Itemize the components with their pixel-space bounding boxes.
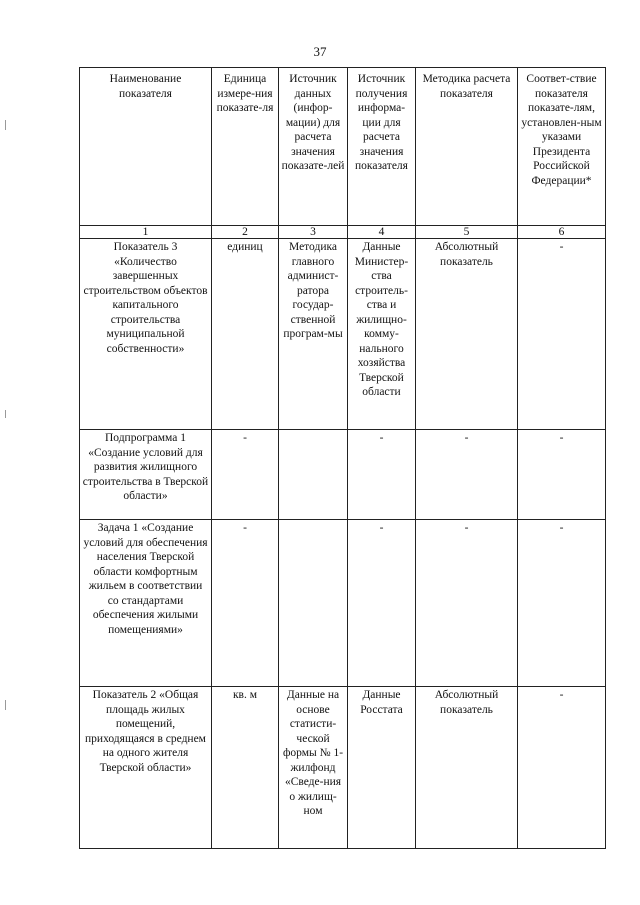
method-cell: Абсолютный показатель (416, 239, 518, 430)
method-cell: - (416, 520, 518, 687)
indicator-name: Задача 1 «Создание условий для обеспечения населения Тверской области комфортным жильем в соответствии со стандартами обеспечения жилыми помещениями» (80, 520, 212, 687)
method-cell: Абсолютный показатель (416, 687, 518, 849)
page-number: 37 (313, 44, 327, 59)
data-source-cell: Данные на основе статисти-ческой формы № 1-жилфонд «Сведе-ния о жилищ-ном (279, 687, 348, 849)
header-cell: Единица измере-ния показате-ля (212, 68, 279, 226)
table-row (80, 239, 606, 430)
header-cell: Методика расчета показателя (416, 68, 518, 226)
header-cell: Источник данных (инфор-мации) для расчета значения показате-лей (279, 68, 348, 226)
compliance-cell: - (518, 687, 606, 849)
margin-mark (5, 700, 6, 710)
margin-mark (5, 410, 6, 418)
unit-cell: единиц (212, 239, 279, 430)
compliance-cell: - (518, 520, 606, 687)
indicator-name: Показатель 3 «Количество завершенных строительством объектов капитального строительства муниципальной собственности» (80, 239, 212, 430)
column-number: 4 (348, 226, 416, 239)
table-row (80, 687, 606, 849)
indicators-table (79, 67, 606, 849)
header-cell: Источник получения информа-ции для расчета значения показателя (348, 68, 416, 226)
indicator-name: Подпрограмма 1 «Создание условий для развития жилищного строительства в Тверской области» (80, 430, 212, 520)
column-number: 3 (279, 226, 348, 239)
column-number: 1 (80, 226, 212, 239)
column-number: 5 (416, 226, 518, 239)
source-origin-cell: - (348, 430, 416, 520)
source-origin-cell: Данные Росстата (348, 687, 416, 849)
compliance-cell: - (518, 430, 606, 520)
table-header-row (80, 68, 606, 226)
source-origin-cell: - (348, 520, 416, 687)
unit-cell: - (212, 520, 279, 687)
margin-mark (5, 120, 6, 130)
header-cell: Наименование показателя (80, 68, 212, 226)
table-row (80, 430, 606, 520)
source-origin-cell: Данные Министер-ства строитель-ства и жилищно-комму-нального хозяйства Тверской области (348, 239, 416, 430)
indicator-name: Показатель 2 «Общая площадь жилых помещений, приходящаяся в среднем на одного жителя Тверской области» (80, 687, 212, 849)
column-number: 2 (212, 226, 279, 239)
column-number: 6 (518, 226, 606, 239)
unit-cell: - (212, 430, 279, 520)
data-source-cell (279, 430, 348, 520)
column-number-row (80, 226, 606, 239)
unit-cell: кв. м (212, 687, 279, 849)
table-row (80, 520, 606, 687)
header-cell: Соответ-ствие показателя показате-лям, установлен-ным указами Президента Российской Федерации* (518, 68, 606, 226)
data-source-cell: Методика главного админист-ратора государ-ственной програм-мы (279, 239, 348, 430)
method-cell: - (416, 430, 518, 520)
compliance-cell: - (518, 239, 606, 430)
data-source-cell (279, 520, 348, 687)
